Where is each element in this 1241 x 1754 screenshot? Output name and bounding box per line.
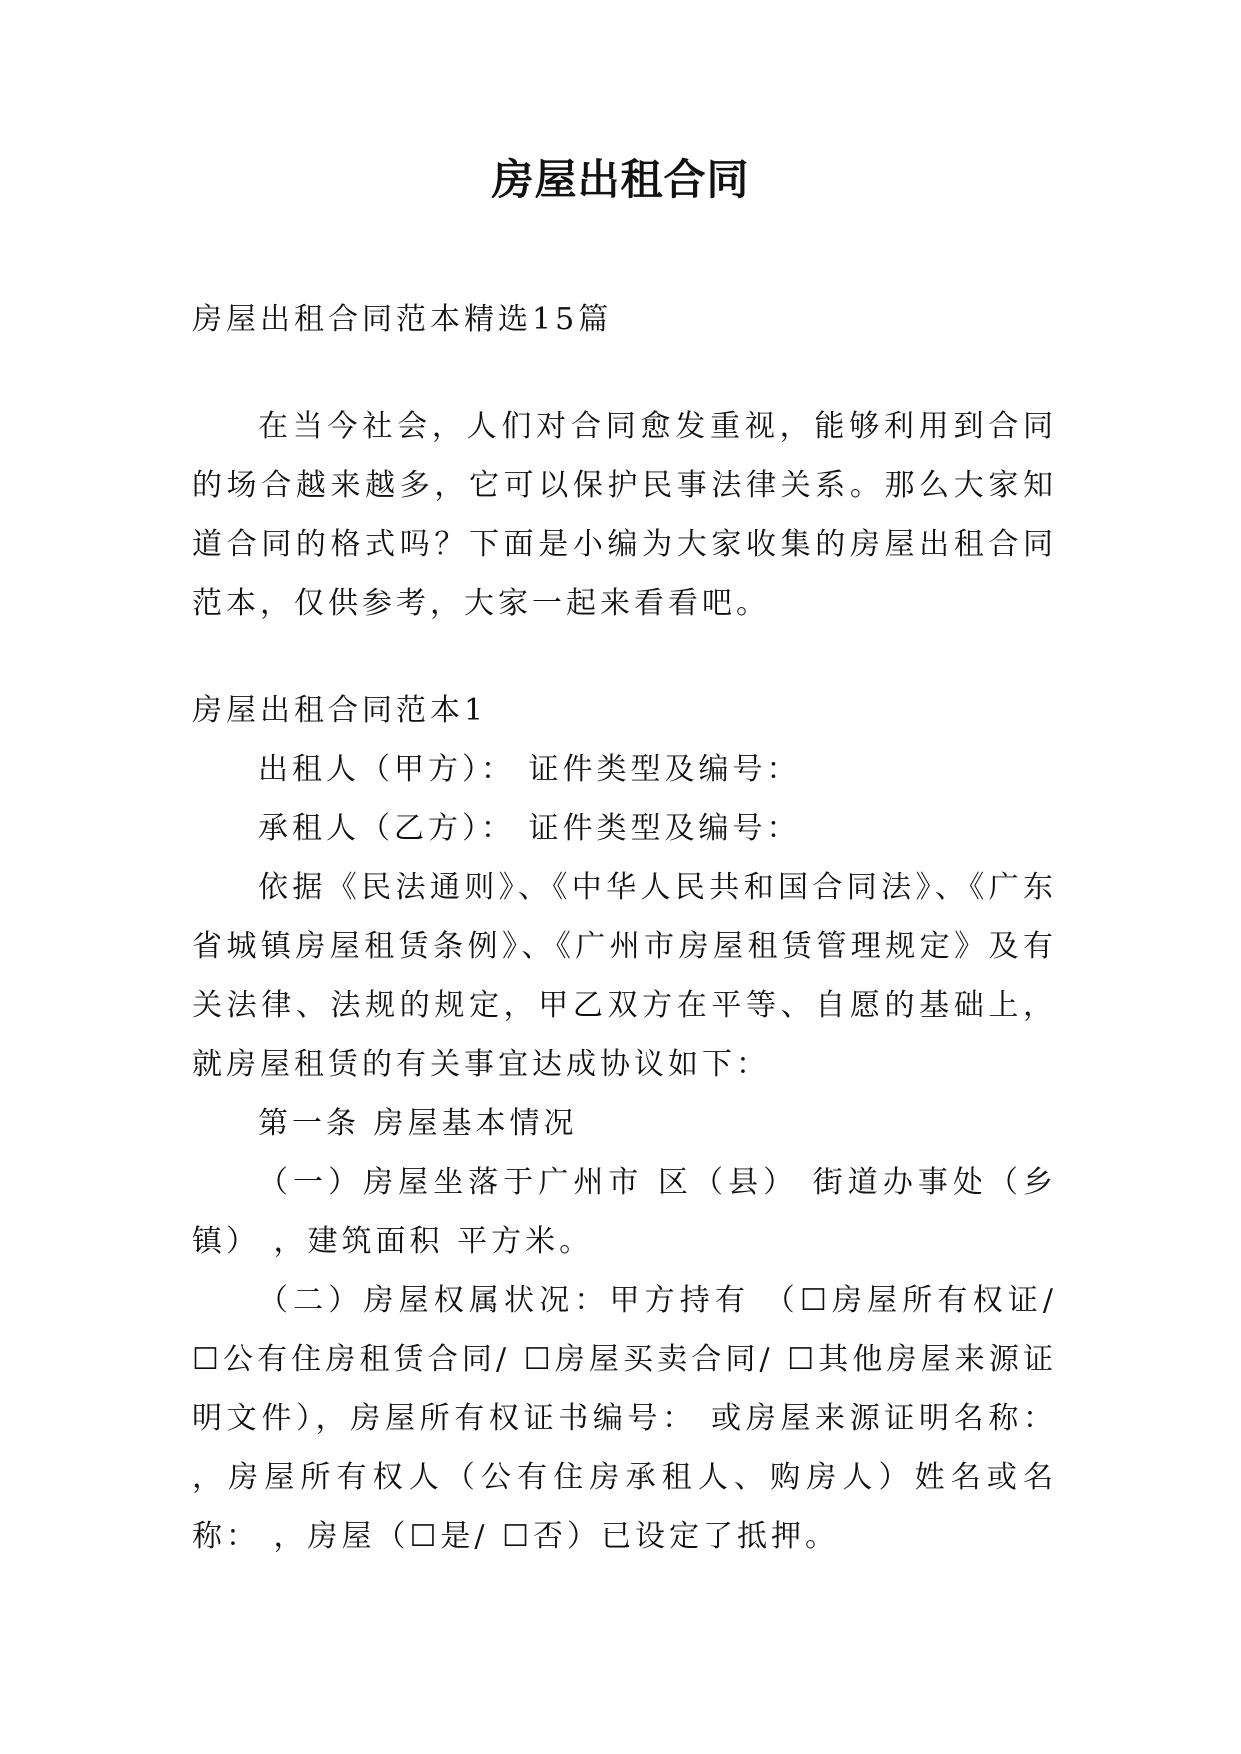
document-body [192, 290, 1057, 1566]
sample-heading: 房屋出租合同范本1 [192, 693, 488, 728]
clause-location: （一）房屋坐落于广州市 区（县） 街道办事处（乡镇） ，建筑面积 平方米。 [192, 1165, 1057, 1259]
spacer [192, 349, 1057, 397]
lessor-line: 出租人（甲方）： 证件类型及编号： [258, 752, 801, 787]
document-subtitle: 房屋出租合同范本精选15篇 [192, 302, 613, 337]
legal-basis-paragraph: 依据《民法通则》、《中华人民共和国合同法》、《广东省城镇房屋租赁条例》、《广州市房屋租赁管理规定》及有关法律、法规的规定，甲乙双方在平等、自愿的基础上，就房屋租赁的有关事宜达成协议如下： [192, 870, 1057, 1082]
document-title: 房屋出租合同 [491, 155, 750, 204]
clause-ownership: （二）房屋权属状况：甲方持有 （☐房屋所有权证/ ☐公有住房租赁合同/ ☐房屋买卖合同/ ☐其他房屋来源证明文件），房屋所有权证书编号： 或房屋来源证明名称： ，房屋所有权人（公有住房承租人、购房人）姓名或名称： ，房屋（☐是/ ☐否）已设定了抵押。 [192, 1283, 1057, 1554]
lessee-line: 承租人（乙方）： 证件类型及编号： [258, 811, 801, 846]
article-one-heading: 第一条 房屋基本情况 [258, 1106, 578, 1141]
spacer [192, 633, 1057, 681]
intro-paragraph: 在当今社会，人们对合同愈发重视，能够利用到合同的场合越来越多，它可以保护民事法律关系。那么大家知道合同的格式吗？下面是小编为大家收集的房屋出租合同范本，仅供参考，大家一起来看看吧。 [192, 409, 1057, 621]
